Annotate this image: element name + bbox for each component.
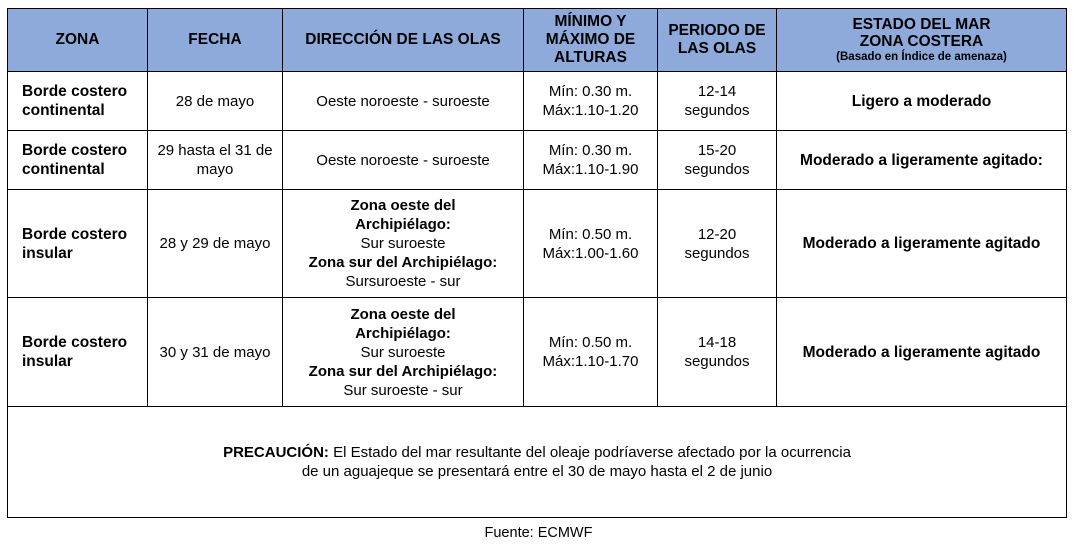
cell-periodo bbox=[658, 298, 777, 407]
altura-min: Mín: 0.30 m. bbox=[548, 83, 633, 100]
cell-estado: Moderado a ligeramente agitado bbox=[777, 190, 1067, 298]
cell-direccion bbox=[283, 298, 524, 407]
cell-estado: Moderado a ligeramente agitado: bbox=[777, 131, 1067, 190]
caution-label: PRECAUCIÓN: bbox=[223, 444, 329, 461]
caution-cell bbox=[8, 407, 1067, 518]
altura-min: Mín: 0.50 m. bbox=[548, 225, 633, 243]
cell-zona: Borde costero continental bbox=[8, 131, 148, 190]
header-periodo: PERIODO DE LAS OLAS bbox=[658, 9, 777, 72]
header-estado-line2: ZONA COSTERA bbox=[859, 33, 984, 50]
header-fecha: FECHA bbox=[148, 9, 283, 72]
cell-alturas bbox=[524, 131, 658, 190]
altura-max: Máx:1.00-1.60 bbox=[542, 244, 639, 262]
direccion-value-oeste: Sur suroeste bbox=[360, 343, 446, 361]
header-direccion: DIRECCIÓN DE LAS OLAS bbox=[283, 9, 524, 72]
cell-estado: Moderado a ligeramente agitado bbox=[777, 298, 1067, 407]
caution-line1 bbox=[12, 443, 1062, 462]
periodo-range: 14-18 bbox=[697, 334, 737, 351]
cell-estado: Ligero a moderado bbox=[777, 72, 1067, 131]
header-alturas: MÍNIMO Y MÁXIMO DE ALTURAS bbox=[524, 9, 658, 72]
altura-max: Máx:1.10-1.70 bbox=[542, 353, 639, 370]
direccion-value-oeste: Sur suroeste bbox=[360, 235, 446, 252]
cell-periodo bbox=[658, 190, 777, 298]
wave-forecast-table bbox=[7, 8, 1067, 518]
header-estado-line1: ESTADO DEL MAR bbox=[852, 16, 991, 33]
direccion-value-sur: Sursuroeste - sur bbox=[345, 273, 461, 290]
periodo-range: 12-20 bbox=[697, 225, 737, 243]
header-estado-note: (Basado en Índice de amenaza) bbox=[836, 51, 1007, 63]
table-row bbox=[8, 190, 1067, 298]
cell-zona: Borde costero continental bbox=[8, 72, 148, 131]
header-zona: ZONA bbox=[8, 9, 148, 72]
header-row bbox=[8, 9, 1067, 72]
caution-line2: de un aguajeque se presentará entre el 30 de mayo hasta el 2 de junio bbox=[301, 463, 773, 480]
cell-zona: Borde costero insular bbox=[8, 298, 148, 407]
cell-zona: Borde costero insular bbox=[8, 190, 148, 298]
periodo-unit: segundos bbox=[684, 353, 750, 370]
cell-direccion: Oeste noroeste - suroeste bbox=[283, 131, 524, 190]
cell-direccion: Oeste noroeste - suroeste bbox=[283, 72, 524, 131]
cell-fecha: 29 hasta el 31 de mayo bbox=[148, 131, 283, 190]
periodo-unit: segundos bbox=[684, 102, 750, 119]
cell-periodo bbox=[658, 72, 777, 131]
cell-fecha: 30 y 31 de mayo bbox=[148, 298, 283, 407]
cell-alturas bbox=[524, 72, 658, 131]
table-row bbox=[8, 72, 1067, 131]
periodo-unit: segundos bbox=[684, 161, 750, 178]
table-row bbox=[8, 298, 1067, 407]
cell-fecha: 28 de mayo bbox=[148, 72, 283, 131]
altura-min: Mín: 0.30 m. bbox=[548, 142, 633, 159]
periodo-range: 15-20 bbox=[697, 142, 737, 159]
direccion-heading-sur: Zona sur del Archipiélago: bbox=[308, 254, 498, 271]
direccion-heading-sur: Zona sur del Archipiélago: bbox=[308, 362, 498, 380]
altura-min: Mín: 0.50 m. bbox=[548, 334, 633, 351]
source-caption: Fuente: ECMWF bbox=[484, 525, 593, 541]
altura-max: Máx:1.10-1.20 bbox=[542, 102, 639, 119]
caution-row bbox=[8, 407, 1067, 518]
periodo-range: 12-14 bbox=[697, 83, 737, 100]
caution-text1: El Estado del mar resultante del oleaje podríaverse afectado por la ocurrencia bbox=[328, 444, 851, 461]
cell-alturas bbox=[524, 190, 658, 298]
periodo-unit: segundos bbox=[684, 244, 750, 262]
table-row bbox=[8, 131, 1067, 190]
direccion-heading-oeste: Zona oeste del Archipiélago: bbox=[350, 197, 456, 233]
cell-periodo bbox=[658, 131, 777, 190]
cell-fecha: 28 y 29 de mayo bbox=[148, 190, 283, 298]
direccion-heading-oeste: Zona oeste del Archipiélago: bbox=[350, 305, 456, 342]
direccion-value-sur: Sur suroeste - sur bbox=[343, 381, 463, 399]
cell-alturas bbox=[524, 298, 658, 407]
altura-max: Máx:1.10-1.90 bbox=[542, 161, 639, 178]
cell-direccion bbox=[283, 190, 524, 298]
header-estado bbox=[777, 9, 1067, 72]
